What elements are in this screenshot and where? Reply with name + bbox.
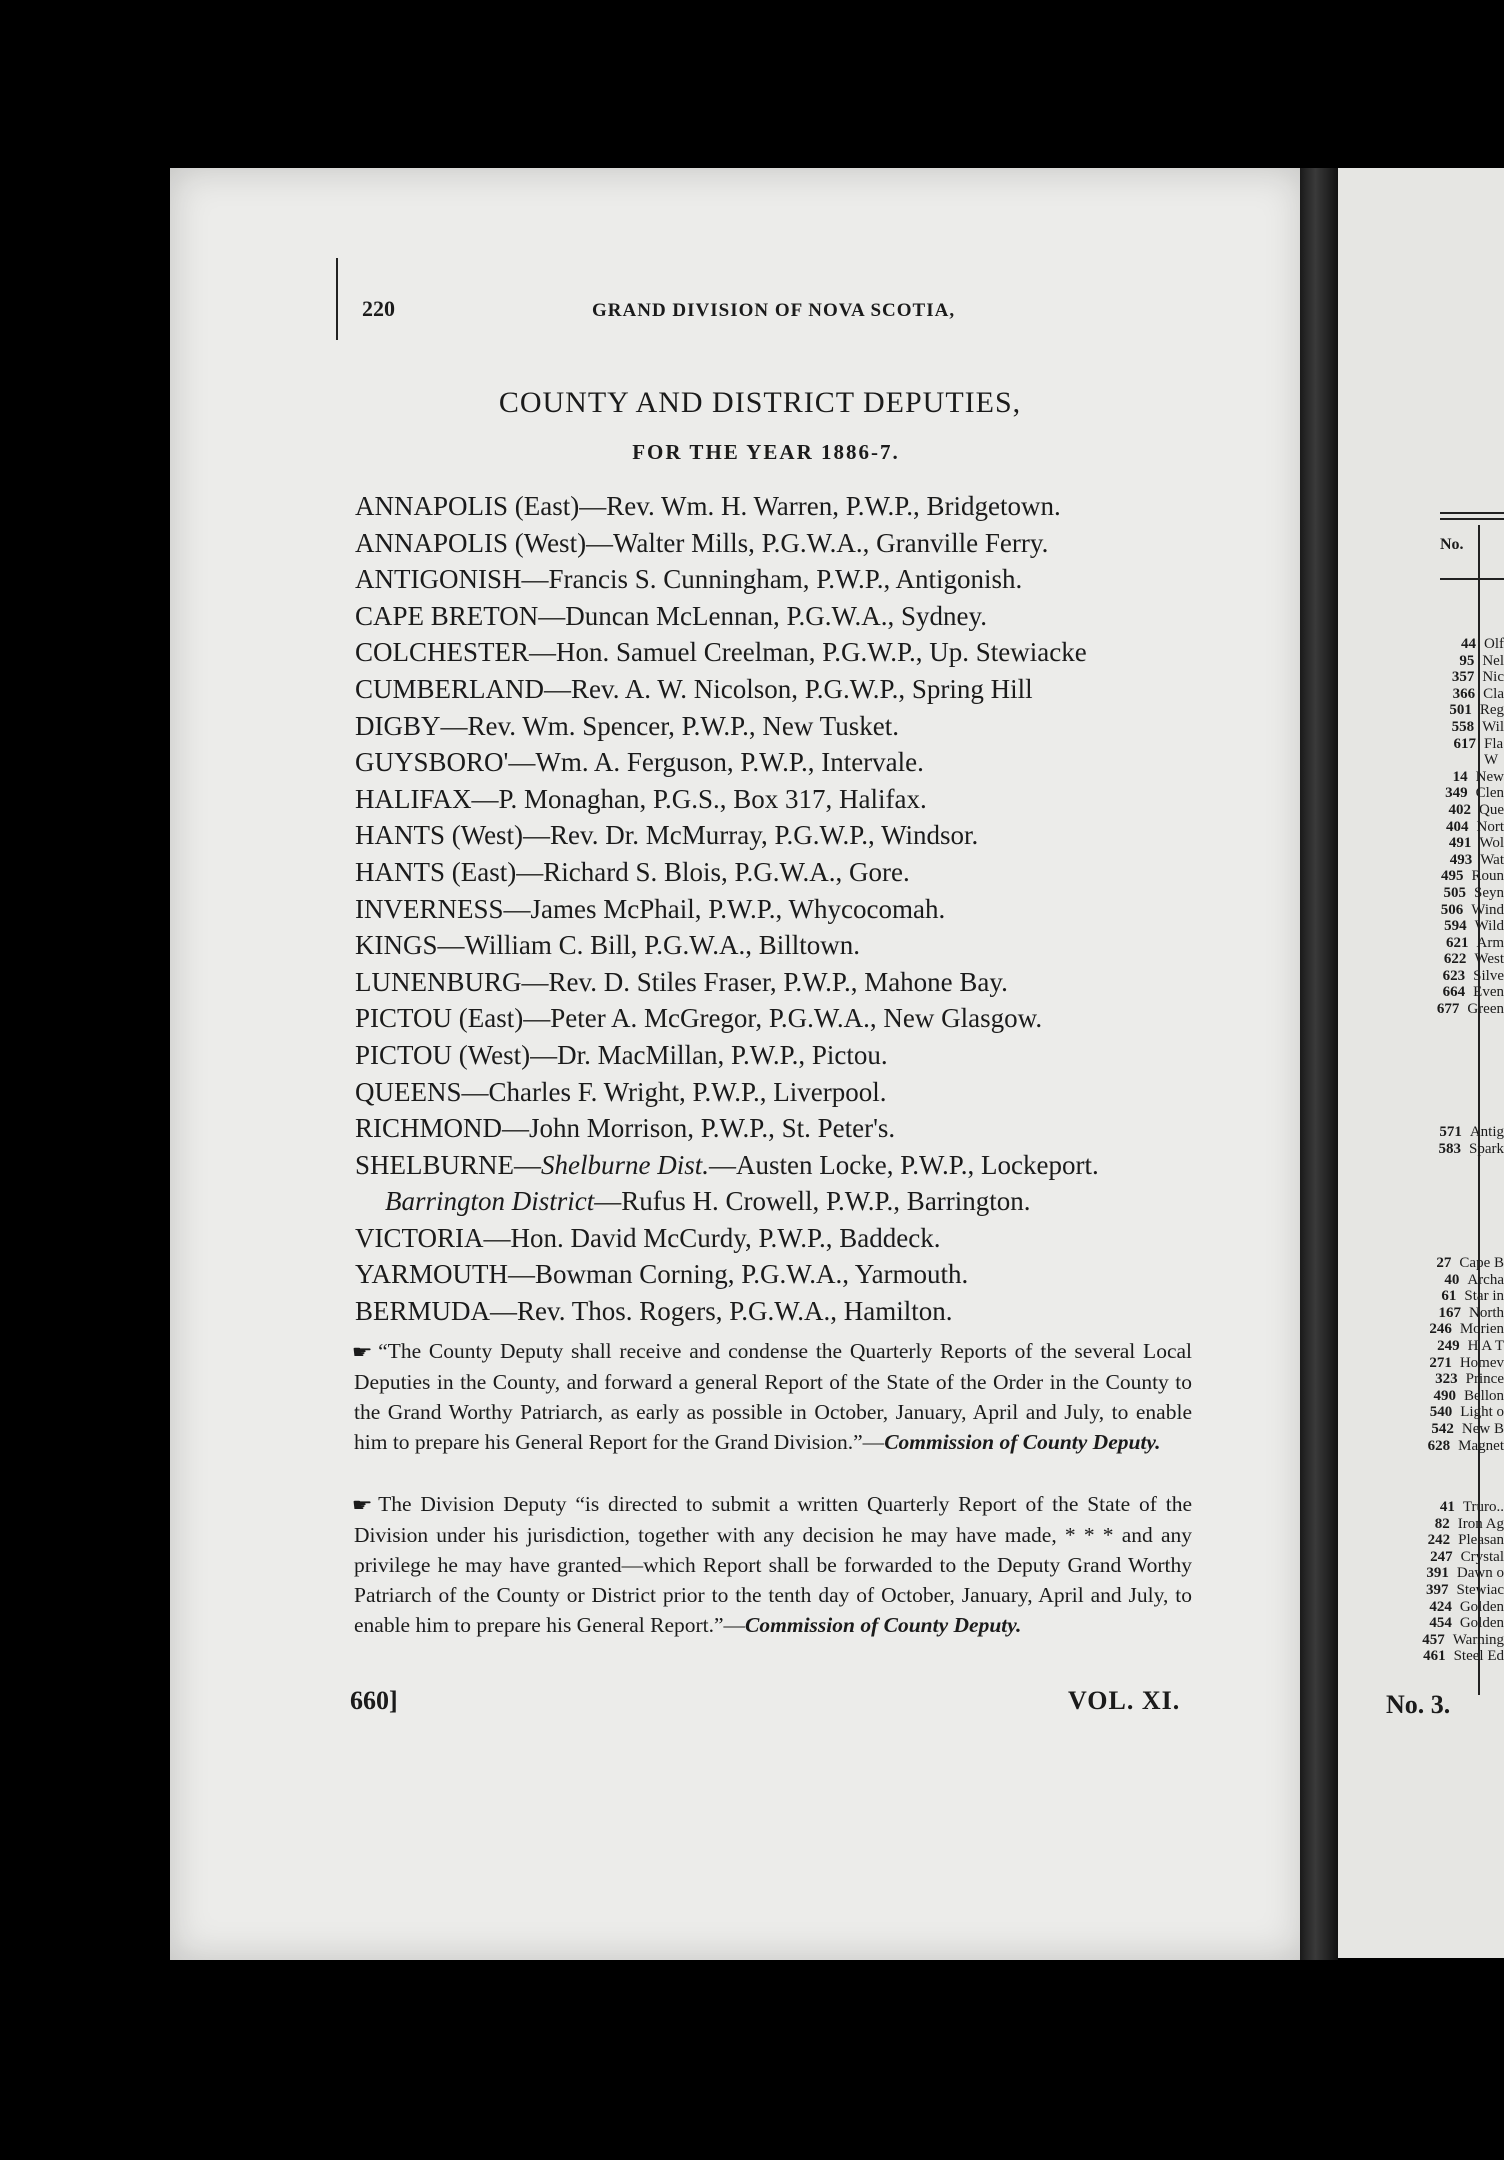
right-page-row (1420, 1565, 1504, 1582)
division-number (1420, 752, 1480, 769)
district-name: Barrington District (385, 1186, 595, 1217)
right-page-row (1420, 1272, 1504, 1289)
right-page-row (1420, 1321, 1504, 1338)
division-number: 621 (1446, 934, 1469, 951)
right-page-row (1420, 719, 1504, 736)
right-page-rule (1440, 518, 1504, 520)
deputy-entry: PICTOU (West)—Dr. MacMillan, P.W.P., Pictou. (355, 1039, 888, 1070)
division-name: Nel (1482, 652, 1504, 669)
book-gutter (1300, 168, 1338, 1960)
division-number: 323 (1435, 1371, 1458, 1388)
pointing-hand-icon: ☛ (351, 1495, 373, 1515)
deputy-entry: CUMBERLAND—Rev. A. W. Nicolson, P.G.W.P., Spring Hill (355, 673, 1033, 704)
deputy-entry: BERMUDA—Rev. Thos. Rogers, P.G.W.A., Hamilton. (355, 1296, 953, 1327)
division-name: Seyn (1474, 884, 1504, 901)
right-page-row (1420, 951, 1504, 968)
division-deputy-note (351, 1489, 1192, 1640)
division-number: 40 (1444, 1271, 1460, 1288)
division-number: 490 (1433, 1387, 1456, 1404)
division-number: 95 (1459, 652, 1475, 669)
margin-mark (336, 258, 338, 340)
right-page-row (1420, 802, 1504, 819)
division-number: 542 (1431, 1420, 1454, 1437)
division-name: Arm (1476, 934, 1504, 951)
page-number: 220 (362, 296, 395, 321)
division-number: 424 (1429, 1598, 1452, 1615)
division-number: 623 (1442, 967, 1466, 984)
right-page-row (1420, 1516, 1504, 1533)
right-page-row (1420, 785, 1504, 802)
right-page-row (1420, 1255, 1504, 1272)
division-name: Pleasan (1458, 1532, 1504, 1549)
division-name: Antig (1469, 1124, 1504, 1140)
deputy-entry: HANTS (West)—Rev. Dr. McMurray, P.G.W.P., Windsor. (355, 820, 979, 851)
right-page-row (1420, 1438, 1504, 1455)
division-name: Morien (1459, 1321, 1504, 1338)
right-page-row (1420, 1421, 1504, 1438)
division-number: 454 (1429, 1615, 1452, 1632)
right-page-row (1420, 1371, 1504, 1388)
division-name: Wind (1471, 901, 1504, 918)
division-name: Silve (1473, 967, 1504, 984)
division-number: 349 (1445, 785, 1468, 802)
deputy-entry: ANNAPOLIS (East)—Rev. Wm. H. Warren, P.W.P., Bridgetown. (355, 491, 1061, 521)
division-name: Wol (1479, 835, 1504, 852)
division-number: 505 (1443, 884, 1466, 901)
division-number: 167 (1438, 1304, 1461, 1321)
division-name: Cape B (1459, 1255, 1504, 1271)
division-number: 491 (1448, 835, 1472, 852)
deputy-detail: —Rufus H. Crowell, P.W.P., Barrington. (594, 1186, 1031, 1217)
right-page-row (1420, 852, 1504, 869)
right-page-row (1420, 819, 1504, 836)
division-number: 461 (1423, 1648, 1446, 1665)
division-name: Fla (1484, 735, 1504, 752)
pointing-hand-icon: ☛ (351, 1342, 373, 1362)
division-number: 357 (1451, 669, 1475, 686)
division-number: 82 (1434, 1515, 1450, 1532)
division-number: 44 (1461, 636, 1476, 652)
deputies-list (355, 488, 1197, 1330)
right-page-row (1420, 1615, 1504, 1632)
right-page-row (1420, 752, 1504, 769)
division-number: 247 (1430, 1548, 1453, 1565)
right-page-row (1420, 636, 1504, 653)
right-page-row (1420, 1549, 1504, 1566)
note-source: Commission of County Deputy. (745, 1613, 1022, 1637)
division-number: 41 (1439, 1499, 1455, 1515)
deputy-entry: YARMOUTH—Bowman Corning, P.G.W.A., Yarmouth. (355, 1259, 969, 1290)
right-page-footer: No. 3. (1386, 1690, 1451, 1719)
division-name: W (1484, 752, 1499, 769)
county-deputy-note (351, 1336, 1192, 1457)
division-name: Green (1467, 1001, 1504, 1018)
right-page-row (1420, 935, 1504, 952)
division-name: Light o (1460, 1404, 1504, 1421)
right-page-group (1420, 1255, 1504, 1454)
division-number: 242 (1427, 1532, 1451, 1549)
division-number: 540 (1429, 1404, 1453, 1421)
division-name: Golden (1459, 1615, 1504, 1632)
running-header: GRAND DIVISION OF NOVA SCOTIA, (592, 300, 956, 321)
division-name: Crystal (1460, 1548, 1504, 1565)
right-page-row (1420, 769, 1504, 786)
right-page-row (1420, 669, 1504, 686)
deputy-entry-shelburne (355, 1147, 1197, 1184)
division-name: Wat (1480, 851, 1504, 868)
division-name: Magnet (1458, 1437, 1504, 1454)
division-name: Reg (1479, 702, 1504, 719)
division-number: 617 (1453, 735, 1476, 752)
division-name: Wild (1474, 918, 1504, 935)
deputy-entry: RICHMOND—John Morrison, P.W.P., St. Peter's. (355, 1113, 896, 1144)
division-name: Clen (1475, 785, 1504, 802)
division-number: 61 (1441, 1288, 1457, 1305)
division-name: H A T (1467, 1337, 1504, 1354)
right-page-row (1420, 1124, 1504, 1141)
division-number: 271 (1429, 1354, 1452, 1371)
deputy-entry: QUEENS—Charles F. Wright, P.W.P., Liverpool. (355, 1076, 887, 1107)
division-name: Nic (1482, 669, 1504, 686)
division-name: Steel Ed (1453, 1648, 1504, 1665)
division-number: 397 (1426, 1581, 1449, 1598)
deputy-entry: ANNAPOLIS (West)—Walter Mills, P.G.W.A., Granville Ferry. (355, 527, 1049, 558)
division-name: Stewiac (1456, 1581, 1504, 1598)
division-name: New B (1461, 1420, 1504, 1437)
deputy-entry-barrington (355, 1183, 1197, 1220)
division-name: Prince (1465, 1371, 1504, 1388)
right-page-row (1420, 1648, 1504, 1665)
right-page-row (1420, 1532, 1504, 1549)
right-page-row (1420, 1338, 1504, 1355)
deputy-entry: HANTS (East)—Richard S. Blois, P.G.W.A., Gore. (355, 856, 910, 887)
right-page-group (1420, 636, 1504, 1018)
division-number: 558 (1451, 718, 1475, 735)
division-name: Olf (1484, 636, 1504, 652)
division-name: New (1475, 768, 1504, 785)
division-number: 622 (1443, 951, 1467, 968)
right-page-row (1420, 1599, 1504, 1616)
division-name: Wil (1482, 718, 1504, 735)
right-page-row (1420, 1404, 1504, 1421)
division-number: 404 (1446, 818, 1469, 835)
division-name: North (1469, 1304, 1504, 1321)
division-number: 402 (1448, 801, 1471, 818)
right-page-row (1420, 868, 1504, 885)
deputy-entry: LUNENBURG—Rev. D. Stiles Fraser, P.W.P., Mahone Bay. (355, 966, 1008, 997)
note-text: The Division Deputy “is directed to submit a written Quarterly Report of the State of the Division under his jurisdiction, together with any decision he may have made, * * * and any privilege he may have granted—which Report shall be forwarded to the Deputy Grand Worthy Patriarch of the County or District prior to the tenth day of October, January, April and July, to enable him to prepare his General Report.”— (354, 1492, 1192, 1637)
division-number: 594 (1444, 918, 1467, 935)
right-page-row (1420, 1001, 1504, 1018)
right-page-group (1420, 1499, 1504, 1665)
division-name: Star in (1464, 1288, 1504, 1305)
division-number: 457 (1422, 1631, 1445, 1648)
right-page-row (1420, 686, 1504, 703)
division-name: Cla (1483, 685, 1504, 702)
division-number: 249 (1437, 1337, 1460, 1354)
division-number: 366 (1452, 685, 1476, 702)
district-name: Shelburne Dist. (541, 1149, 710, 1180)
county-name: SHELBURNE— (355, 1149, 542, 1180)
right-page-row (1420, 1288, 1504, 1305)
right-page-rule (1440, 578, 1504, 580)
right-page-row (1420, 653, 1504, 670)
deputy-entry: CAPE BRETON—Duncan McLennan, P.G.W.A., Sydney. (355, 600, 987, 631)
division-number: 506 (1440, 901, 1464, 918)
right-page-row (1420, 835, 1504, 852)
right-page-row (1420, 1499, 1504, 1516)
right-page-row (1420, 736, 1504, 753)
deputy-entry: ANTIGONISH—Francis S. Cunningham, P.W.P., Antigonish. (355, 564, 1023, 595)
division-number: 27 (1436, 1255, 1452, 1271)
deputy-entry: HALIFAX—P. Monaghan, P.G.S., Box 317, Halifax. (355, 783, 927, 814)
division-name: Warning (1452, 1631, 1504, 1648)
division-number: 391 (1426, 1565, 1449, 1582)
deputy-entry: PICTOU (East)—Peter A. McGregor, P.G.W.A., New Glasgow. (355, 1003, 1043, 1034)
division-number: 14 (1452, 768, 1468, 785)
deputy-entry: COLCHESTER—Hon. Samuel Creelman, P.G.W.P., Up. Stewiacke (355, 637, 1087, 668)
division-number: 501 (1449, 702, 1472, 719)
division-number: 677 (1436, 1001, 1460, 1018)
right-page-row (1420, 1388, 1504, 1405)
division-name: Golden (1459, 1598, 1504, 1615)
note-text: “The County Deputy shall receive and condense the Quarterly Reports of the several Local Deputies in the County, and forward a general Report of the State of the Order in the County to the Grand Worthy Patriarch, as early as possible in October, January, April and July, to enable him to prepare his General Report for the Grand Division.”— (354, 1339, 1192, 1454)
deputy-detail: —Austen Locke, P.W.P., Lockeport. (709, 1149, 1099, 1180)
division-name: Homev (1459, 1354, 1504, 1371)
right-page-row (1420, 1632, 1504, 1649)
page-subtitle: FOR THE YEAR 1886-7. (632, 440, 900, 464)
division-number: 495 (1440, 868, 1464, 885)
right-page-row (1420, 918, 1504, 935)
right-page-row (1420, 885, 1504, 902)
footer-volume: VOL. XI. (1068, 1686, 1181, 1715)
deputy-entry: DIGBY—Rev. Wm. Spencer, P.W.P., New Tusket. (355, 710, 899, 741)
division-number: 583 (1438, 1140, 1461, 1157)
division-name: Spark (1469, 1140, 1504, 1157)
deputy-entry: KINGS—William C. Bill, P.G.W.A., Billtown. (355, 930, 860, 961)
division-name: Bellon (1464, 1387, 1504, 1404)
right-page-row (1420, 984, 1504, 1001)
division-number: 664 (1442, 984, 1466, 1001)
division-name: Even (1473, 984, 1504, 1001)
division-name: Dawn o (1456, 1565, 1504, 1582)
deputy-entry: VICTORIA—Hon. David McCurdy, P.W.P., Baddeck. (355, 1222, 941, 1253)
division-number: 628 (1427, 1437, 1451, 1454)
footer-left: 660] (350, 1686, 398, 1715)
right-page-rule (1440, 512, 1504, 514)
division-number: 246 (1429, 1321, 1452, 1338)
right-page-row (1420, 1355, 1504, 1372)
deputy-entry: GUYSBORO'—Wm. A. Ferguson, P.W.P., Intervale. (355, 747, 924, 778)
right-page-row (1420, 1582, 1504, 1599)
deputy-entry: INVERNESS—James McPhail, P.W.P., Whycocomah. (355, 893, 946, 924)
division-number: 571 (1439, 1124, 1462, 1140)
division-name: Archa (1467, 1271, 1504, 1288)
right-page-column-header: No. (1440, 536, 1464, 553)
right-page-row (1420, 968, 1504, 985)
page-title: COUNTY AND DISTRICT DEPUTIES, (498, 386, 1022, 419)
division-number: 493 (1449, 851, 1473, 868)
division-name: Iron Ag (1457, 1515, 1504, 1532)
division-name: Nort (1476, 818, 1504, 835)
division-name: West (1474, 951, 1504, 968)
right-page-group (1420, 1124, 1504, 1157)
note-source: Commission of County Deputy. (884, 1430, 1161, 1454)
right-page-row (1420, 1141, 1504, 1158)
right-page-row (1420, 1305, 1504, 1322)
division-name: Que (1479, 801, 1504, 818)
division-name: Truro.. (1462, 1499, 1504, 1515)
division-name: Roun (1471, 868, 1504, 885)
right-page-row (1420, 702, 1504, 719)
right-page-row (1420, 902, 1504, 919)
